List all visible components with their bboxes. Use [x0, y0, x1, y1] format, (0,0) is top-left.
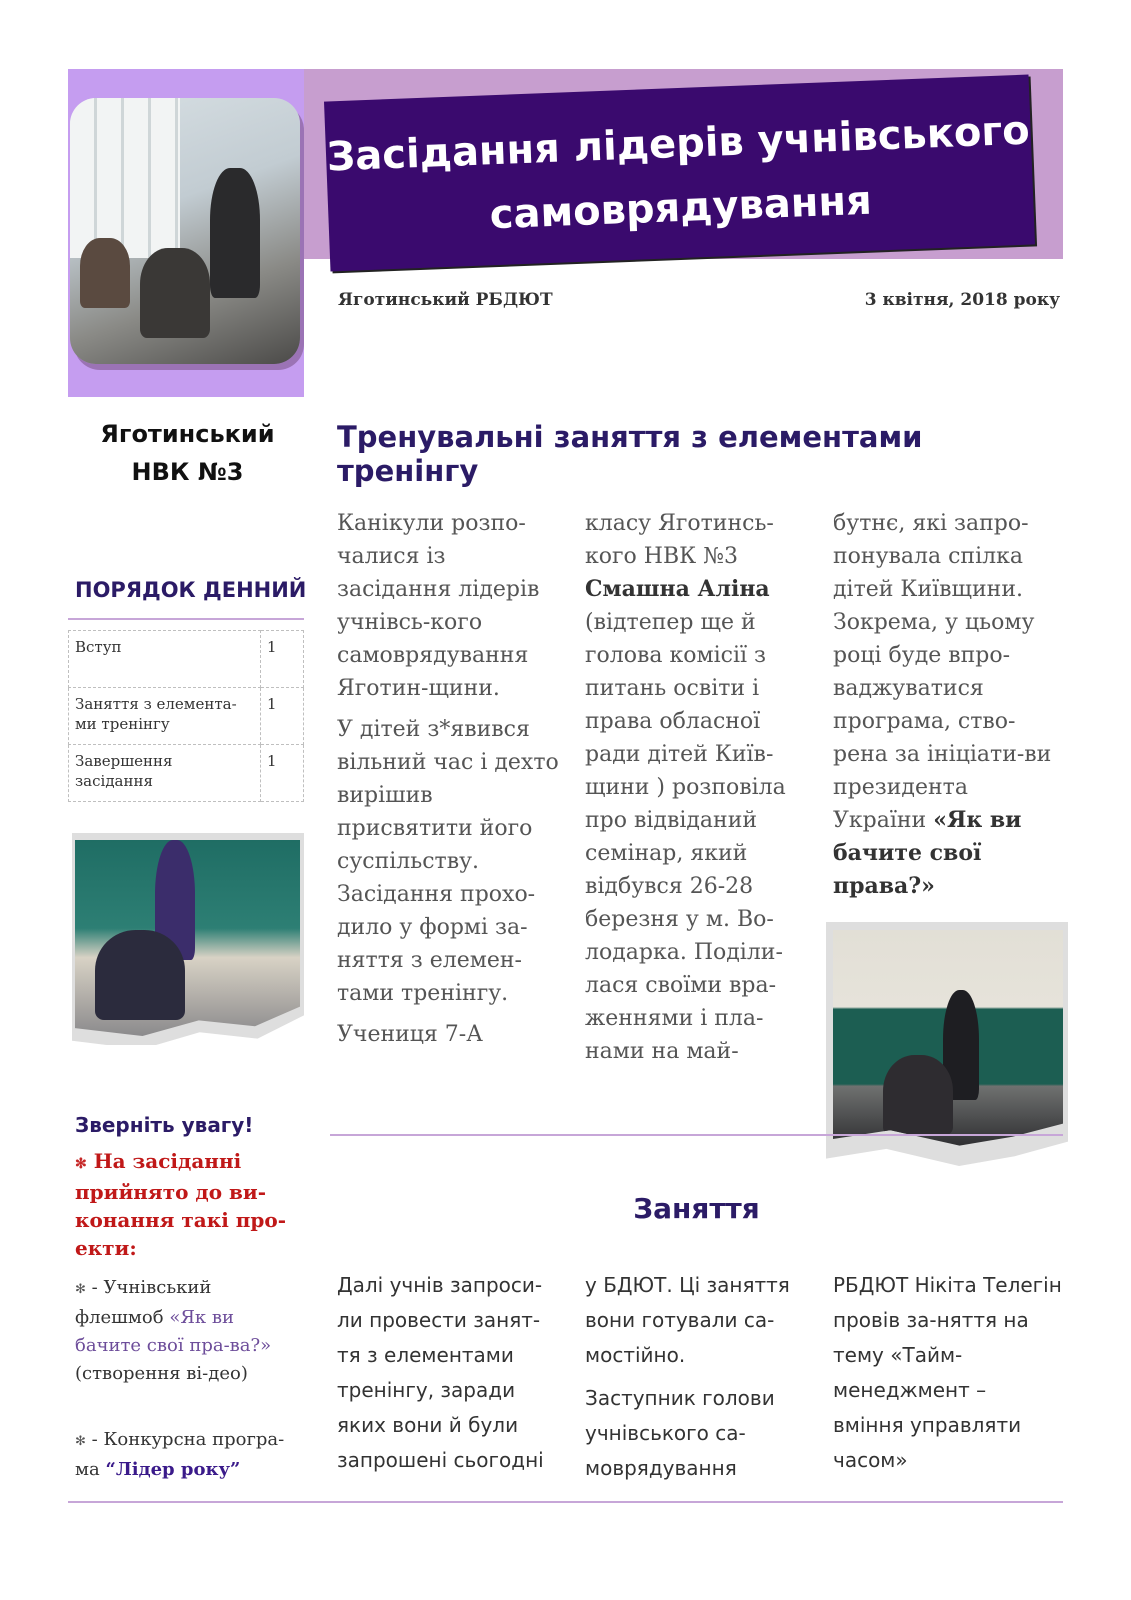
paragraph: Учениця 7-А [337, 1022, 483, 1047]
school-line-1: Яготинський [100, 420, 275, 448]
paragraph: у БДЮТ. Ці заняття вони готували са-мостійно. [585, 1273, 790, 1367]
paragraph: Канікули розпо-чалися із засідання лідерів учнівсь-кого самоврядування Яготин-щини. [337, 511, 540, 701]
divider [68, 1501, 1063, 1503]
paragraph: РБДЮТ Нікіта Телегін провів за-няття на тему «Тайм-менеджмент – вміння управляти часом» [833, 1273, 1062, 1472]
school-name [80, 415, 295, 491]
person-figure [80, 238, 130, 308]
asterisk-icon: ✻ [75, 1282, 86, 1297]
agenda-item: Заняття з елемента-ми тренінгу [69, 688, 261, 745]
title-line-2: самоврядування [488, 177, 873, 239]
agenda-num: 1 [261, 631, 304, 688]
article-1-column-2 [585, 507, 815, 1076]
article-2-column-1 [337, 1268, 562, 1486]
paragraph: Далі учнів запроси-ли провести занят-тя з елементами тренінгу, заради яких вони й були запрошені сьогодні [337, 1273, 544, 1472]
person-figure [883, 1055, 953, 1135]
attention-red-text: На засіданні прийнято до ви-конання такі про-екти: [75, 1149, 287, 1260]
asterisk-icon: ✻ [75, 1156, 87, 1172]
table-row [69, 745, 304, 802]
organization-name: Яготинський РБДЮТ [338, 290, 553, 310]
attention-text [75, 1147, 305, 1262]
project-2-pre: - Конкурсна програ-ма [75, 1429, 285, 1480]
table-row [69, 631, 304, 688]
title-line-1: Засідання лідерів учнівського [326, 107, 1031, 181]
project-item-1 [75, 1274, 305, 1388]
issue-date: 3 квітня, 2018 року [864, 290, 1060, 310]
text: (відтепер ще й голова комісії з питань освіти і права обласної ради дітей Київ-щини ) розповіла про відвіданий семінар, який відбувся 26-28 березня у м. Во-лодарка. Поділи-лася своїми вра-женнями і пла-нами на май- [585, 610, 786, 1064]
article-2-title: Заняття [633, 1192, 760, 1225]
table-row [69, 688, 304, 745]
agenda-title: ПОРЯДОК ДЕННИЙ [75, 578, 307, 602]
program-name: «Як ви бачите свої права?» [833, 807, 1022, 899]
meeting-photo [70, 98, 300, 364]
project-1-title: «Як ви бачите свої пра-ва?» [75, 1307, 272, 1356]
presentation-photo [833, 930, 1063, 1150]
project-item-2 [75, 1426, 305, 1484]
agenda-item: Вступ [69, 631, 261, 688]
paragraph: Заступник голови учнівського са-моврядування [585, 1386, 775, 1480]
project-1-post: (створення ві-део) [75, 1363, 248, 1384]
article-2-column-2 [585, 1268, 815, 1494]
school-line-2: НВК №3 [131, 458, 244, 486]
text: класу Яготинсь-кого НВК №3 [585, 511, 774, 569]
agenda-num: 1 [261, 688, 304, 745]
paragraph [833, 507, 1063, 903]
divider [68, 618, 304, 620]
newsletter-title [324, 83, 1035, 270]
person-figure [95, 930, 185, 1020]
asterisk-icon: ✻ [75, 1434, 86, 1449]
window-icon [70, 98, 180, 258]
person-figure [140, 248, 210, 338]
article-2-column-3 [833, 1268, 1063, 1486]
agenda-table [68, 630, 304, 802]
paragraph [585, 507, 815, 1068]
person-figure [210, 168, 260, 298]
student-name: Смашна Аліна [585, 576, 770, 602]
article-1-column-1 [337, 507, 562, 1059]
article-1-title: Тренувальні заняття з елементами тренінгу [337, 420, 923, 488]
classroom-photo [75, 840, 300, 1036]
divider [330, 1134, 1063, 1136]
paragraph: У дітей з*явився вільний час і дехто вирішив присвятити його суспільству. Засідання прохо-дило у формі за-няття з елемен-тами тренінгу. [337, 717, 559, 1006]
project-2-title: “Лідер року” [105, 1459, 241, 1480]
agenda-item: Завершення засідання [69, 745, 261, 802]
article-1-column-3 [833, 507, 1063, 911]
project-1-pre: - Учнівський флешмоб [75, 1277, 212, 1328]
attention-title: Зверніть увагу! [75, 1113, 254, 1137]
agenda-num: 1 [261, 745, 304, 802]
text: бутнє, які запро-понувала спілка дітей Київщини. Зокрема, у цьому році буде впро-ваджуватися програма, ство-рена за ініціати-ви президента України [833, 511, 1052, 833]
